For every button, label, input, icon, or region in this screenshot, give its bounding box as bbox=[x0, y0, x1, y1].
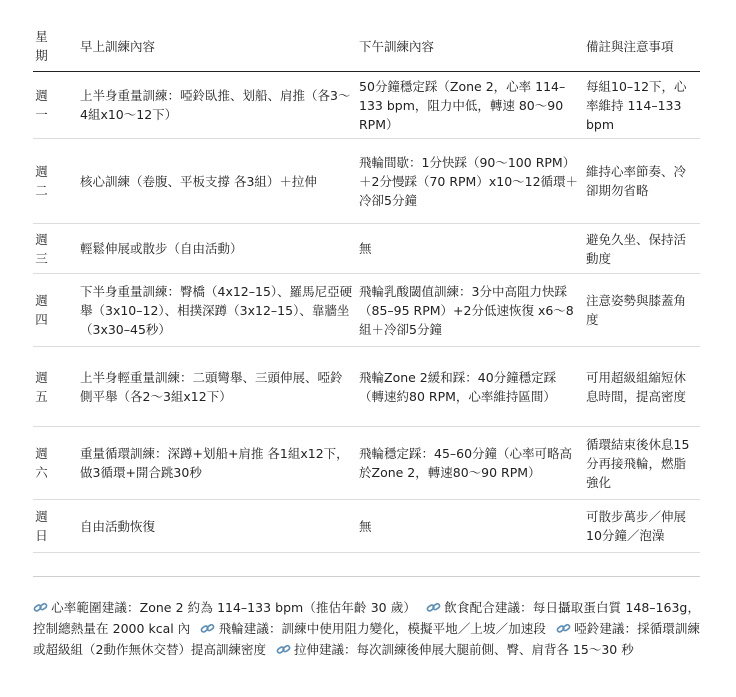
day-cell bbox=[33, 139, 80, 224]
morning-cell: 輕鬆伸展或散步（自由活動） bbox=[80, 224, 359, 274]
notes-cell: 可散步萬步／伸展10分鐘／泡澡 bbox=[586, 500, 700, 553]
header-day bbox=[33, 21, 80, 72]
note-text: 心率範圍建議：Zone 2 約為 114–133 bpm（推估年齡 30 歲） bbox=[51, 600, 417, 615]
morning-cell: 重量循環訓練：深蹲+划船+肩推 各1組x12下，做3循環+開合跳30秒 bbox=[80, 427, 359, 500]
day-label: 週二 bbox=[35, 164, 48, 198]
day-cell bbox=[33, 224, 80, 274]
afternoon-cell: 飛輪Zone 2緩和踩：40分鐘穩定踩（轉速約80 RPM，心率維持區間） bbox=[359, 347, 586, 427]
day-cell bbox=[33, 274, 80, 347]
note-text: 啞鈴建議：採循環訓練或超級組（2動作無休交替）提高訓練密度 bbox=[33, 621, 700, 657]
day-label: 週三 bbox=[35, 231, 48, 266]
morning-cell: 核心訓練（卷腹、平板支撐 各3組）＋拉伸 bbox=[80, 139, 359, 224]
day-label: 週六 bbox=[35, 446, 48, 480]
note-stretch bbox=[276, 642, 634, 657]
morning-cell: 上半身輕重量訓練：二頭彎舉、三頭伸展、啞鈴側平舉（各2～3組x12下） bbox=[80, 347, 359, 427]
notes-cell: 避免久坐、保持活動度 bbox=[586, 224, 700, 274]
notes-cell: 可用超級組縮短休息時間，提高密度 bbox=[586, 347, 700, 427]
notes-cell: 循環結束後休息15分再接飛輪，燃脂強化 bbox=[586, 427, 700, 500]
morning-cell: 上半身重量訓練：啞鈴臥推、划船、肩推（各3～4組x10～12下） bbox=[80, 72, 359, 139]
table-header bbox=[33, 21, 700, 72]
day-label: 週一 bbox=[35, 88, 48, 122]
day-cell bbox=[33, 347, 80, 427]
afternoon-cell: 飛輪乳酸閾值訓練：3分中高阻力快踩（85–95 RPM）+2分低速恢復 x6～8組＋冷卻5分鐘 bbox=[359, 274, 586, 347]
day-cell bbox=[33, 72, 80, 139]
notes-cell: 注意姿勢與膝蓋角度 bbox=[586, 274, 700, 347]
link-icon bbox=[426, 601, 441, 614]
day-label: 週五 bbox=[35, 369, 48, 404]
day-label: 週日 bbox=[35, 509, 48, 543]
notes-cell: 每組10–12下，心率維持 114–133 bpm bbox=[586, 72, 700, 139]
link-icon bbox=[200, 622, 215, 635]
afternoon-cell: 50分鐘穩定踩（Zone 2，心率 114–133 bpm，阻力中低，轉速 80～90 RPM） bbox=[359, 72, 586, 139]
training-schedule-table bbox=[33, 21, 700, 553]
header-notes: 備註與注意事項 bbox=[586, 21, 700, 72]
header-morning: 早上訓練內容 bbox=[80, 21, 359, 72]
table-body bbox=[33, 72, 700, 553]
table-row bbox=[33, 224, 700, 274]
day-label: 週四 bbox=[35, 293, 48, 327]
afternoon-cell: 飛輪間歇：1分快踩（90～100 RPM）＋2分慢踩（70 RPM）x10～12循環＋冷卻5分鐘 bbox=[359, 139, 586, 224]
note-text: 拉伸建議：每次訓練後伸展大腿前側、臀、肩背各 15～30 秒 bbox=[293, 642, 634, 657]
afternoon-cell: 無 bbox=[359, 224, 586, 274]
header-row bbox=[33, 21, 700, 72]
morning-cell: 自由活動恢復 bbox=[80, 500, 359, 553]
note-text: 飛輪建議：訓練中使用阻力變化，模擬平地／上坡／加速段 bbox=[218, 621, 546, 636]
table-row bbox=[33, 427, 700, 500]
morning-cell: 下半身重量訓練：臀橋（4x12–15）、羅馬尼亞硬舉（3x10–12）、相撲深蹲（3x12–15）、靠牆坐（3x30–45秒） bbox=[80, 274, 359, 347]
note-spin bbox=[200, 621, 546, 636]
table-row bbox=[33, 274, 700, 347]
note-text: 飲食配合建議：每日攝取蛋白質 148–163g，控制總熱量在 2000 kcal 內 bbox=[33, 600, 700, 636]
header-afternoon: 下午訓練內容 bbox=[359, 21, 586, 72]
table-row bbox=[33, 500, 700, 553]
header-day-label: 星期 bbox=[35, 29, 48, 63]
note-heart-rate bbox=[33, 600, 416, 615]
afternoon-cell: 無 bbox=[359, 500, 586, 553]
notes-cell: 維持心率節奏、冷卻期勿省略 bbox=[586, 139, 700, 224]
link-icon bbox=[556, 622, 571, 635]
day-cell bbox=[33, 500, 80, 553]
footer-notes bbox=[33, 576, 700, 660]
afternoon-cell: 飛輪穩定踩：45–60分鐘（心率可略高於Zone 2，轉速80～90 RPM） bbox=[359, 427, 586, 500]
link-icon bbox=[276, 643, 291, 656]
table-row bbox=[33, 139, 700, 224]
table-row bbox=[33, 347, 700, 427]
table-row bbox=[33, 72, 700, 139]
link-icon bbox=[33, 601, 48, 614]
day-cell bbox=[33, 427, 80, 500]
